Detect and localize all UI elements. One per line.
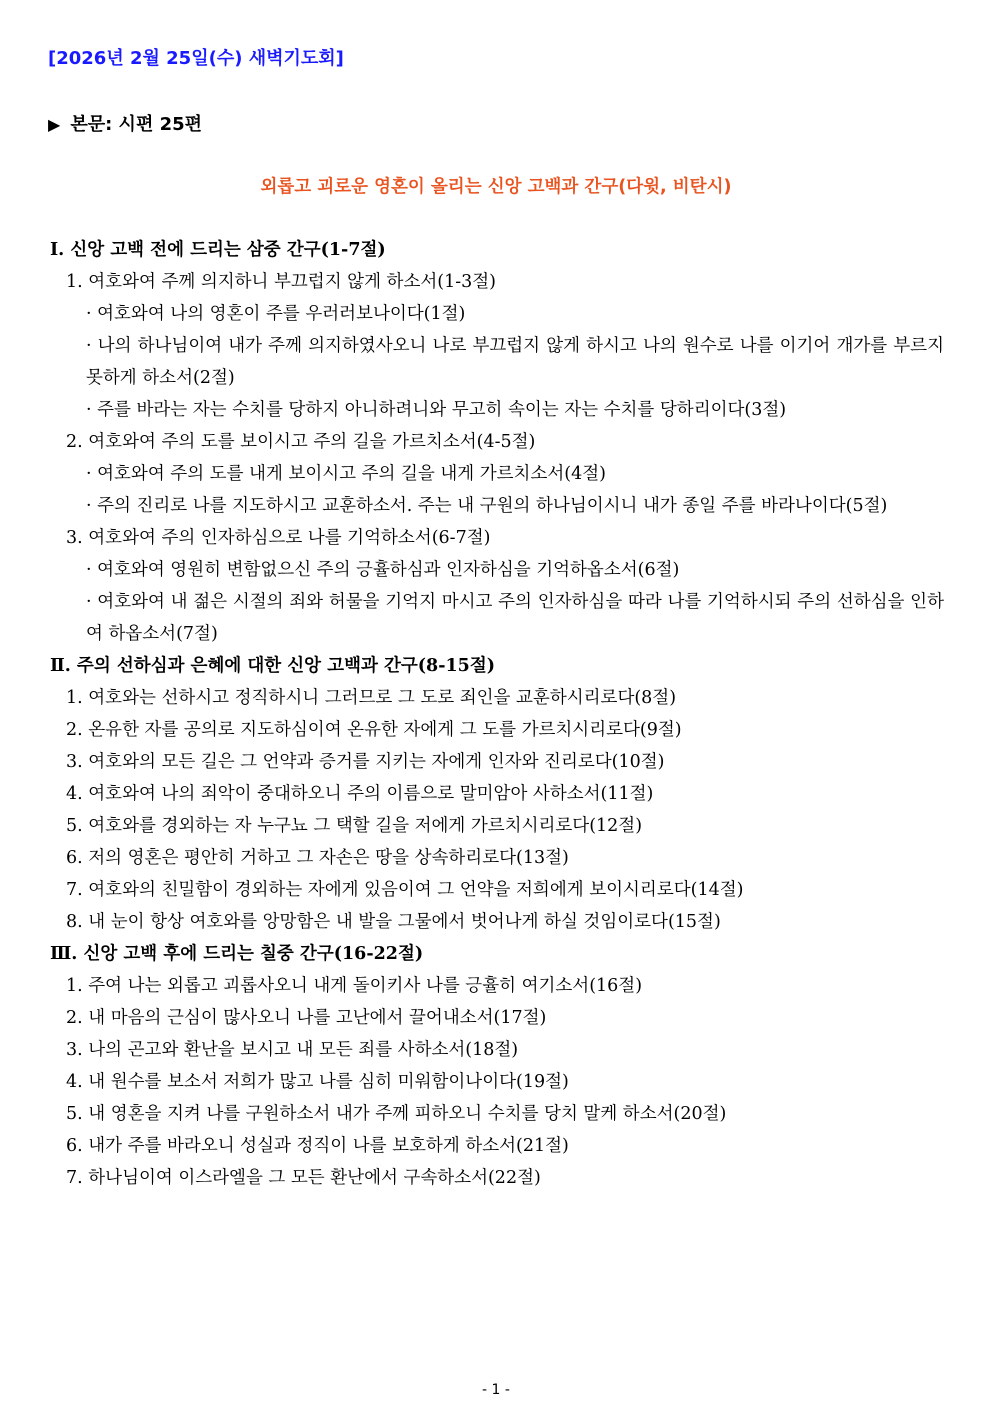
outline-item: 6. 내가 주를 바라오니 성실과 정직이 나를 보호하게 하소서(21절) bbox=[66, 1136, 569, 1156]
page-number: - 1 - bbox=[482, 1382, 510, 1398]
sermon-title: 외롭고 괴로운 영혼이 올리는 신앙 고백과 간구(다윗, 비탄시) bbox=[260, 177, 732, 197]
verse-line: · 여호와여 내 젊은 시절의 죄와 허물을 기억지 마시고 주의 인자하심을 따라 나를 기억하시되 주의 선하심을 인하여 하옵소서(7절) bbox=[86, 592, 944, 644]
outline-item: 7. 하나님이여 이스라엘을 그 모든 환난에서 구속하소서(22절) bbox=[66, 1168, 541, 1188]
outline-item: 3. 여호와의 모든 길은 그 언약과 증거를 지키는 자에게 인자와 진리로다(10절) bbox=[66, 752, 665, 772]
verse-line: · 여호와여 나의 영혼이 주를 우러러보나이다(1절) bbox=[86, 304, 466, 324]
outline-item: 8. 내 눈이 항상 여호와를 앙망함은 내 발을 그물에서 벗어나게 하실 것임이로다(15절) bbox=[66, 912, 721, 932]
triangle-bullet-icon: ▶ bbox=[48, 115, 61, 134]
outline-item: 4. 여호와여 나의 죄악이 중대하오니 주의 이름으로 말미암아 사하소서(11절) bbox=[66, 784, 654, 804]
outline-item: 2. 온유한 자를 공의로 지도하심이여 온유한 자에게 그 도를 가르치시리로다(9절) bbox=[66, 720, 682, 740]
outline-item: 1. 여호와여 주께 의지하니 부끄럽지 않게 하소서(1-3절) bbox=[66, 272, 497, 292]
verse-line: · 주를 바라는 자는 수치를 당하지 아니하려니와 무고히 속이는 자는 수치를 당하리이다(3절) bbox=[86, 400, 787, 420]
section-heading: Ⅱ. 주의 선하심과 은혜에 대한 신앙 고백과 간구(8-15절) bbox=[50, 656, 496, 676]
outline-item: 2. 여호와여 주의 도를 보이시고 주의 길을 가르치소서(4-5절) bbox=[66, 432, 536, 452]
verse-line: · 주의 진리로 나를 지도하시고 교훈하소서. 주는 내 구원의 하나님이시니 내가 종일 주를 바라나이다(5절) bbox=[86, 496, 888, 516]
scripture-reference bbox=[48, 110, 202, 136]
outline-item: 1. 여호와는 선하시고 정직하시니 그러므로 그 도로 죄인을 교훈하시리로다(8절) bbox=[66, 688, 677, 708]
outline-item: 7. 여호와의 친밀함이 경외하는 자에게 있음이여 그 언약을 저희에게 보이시리로다(14절) bbox=[66, 880, 744, 900]
outline-item: 2. 내 마음의 근심이 많사오니 나를 고난에서 끌어내소서(17절) bbox=[66, 1008, 547, 1028]
verse-line: · 여호와여 영원히 변함없으신 주의 긍휼하심과 인자하심을 기억하옵소서(6절) bbox=[86, 560, 680, 580]
section-heading: Ⅲ. 신앙 고백 후에 드리는 칠중 간구(16-22절) bbox=[50, 944, 424, 964]
outline-item: 5. 여호와를 경외하는 자 누구뇨 그 택할 길을 저에게 가르치시리로다(12절) bbox=[66, 816, 643, 836]
outline-item: 5. 내 영혼을 지켜 나를 구원하소서 내가 주께 피하오니 수치를 당치 말케 하소서(20절) bbox=[66, 1104, 727, 1124]
service-date-header: [2026년 2월 25일(수) 새벽기도회] bbox=[48, 48, 344, 69]
outline-item: 3. 여호와여 주의 인자하심으로 나를 기억하소서(6-7절) bbox=[66, 528, 491, 548]
outline-item: 4. 내 원수를 보소서 저희가 많고 나를 심히 미워함이나이다(19절) bbox=[66, 1072, 569, 1092]
outline-item: 6. 저의 영혼은 평안히 거하고 그 자손은 땅을 상속하리로다(13절) bbox=[66, 848, 569, 868]
scripture-reference-label: 본문: 시편 25편 bbox=[70, 114, 203, 135]
verse-line: · 나의 하나님이여 내가 주께 의지하였사오니 나로 부끄럽지 않게 하시고 나의 원수로 나를 이기어 개가를 부르지 못하게 하소서(2절) bbox=[86, 336, 944, 388]
outline-item: 1. 주여 나는 외롭고 괴롭사오니 내게 돌이키사 나를 긍휼히 여기소서(16절) bbox=[66, 976, 643, 996]
sermon-outline bbox=[48, 234, 944, 1194]
outline-item: 3. 나의 곤고와 환난을 보시고 내 모든 죄를 사하소서(18절) bbox=[66, 1040, 519, 1060]
verse-line: · 여호와여 주의 도를 내게 보이시고 주의 길을 내게 가르치소서(4절) bbox=[86, 464, 606, 484]
section-heading: Ⅰ. 신앙 고백 전에 드리는 삼중 간구(1-7절) bbox=[50, 240, 386, 260]
